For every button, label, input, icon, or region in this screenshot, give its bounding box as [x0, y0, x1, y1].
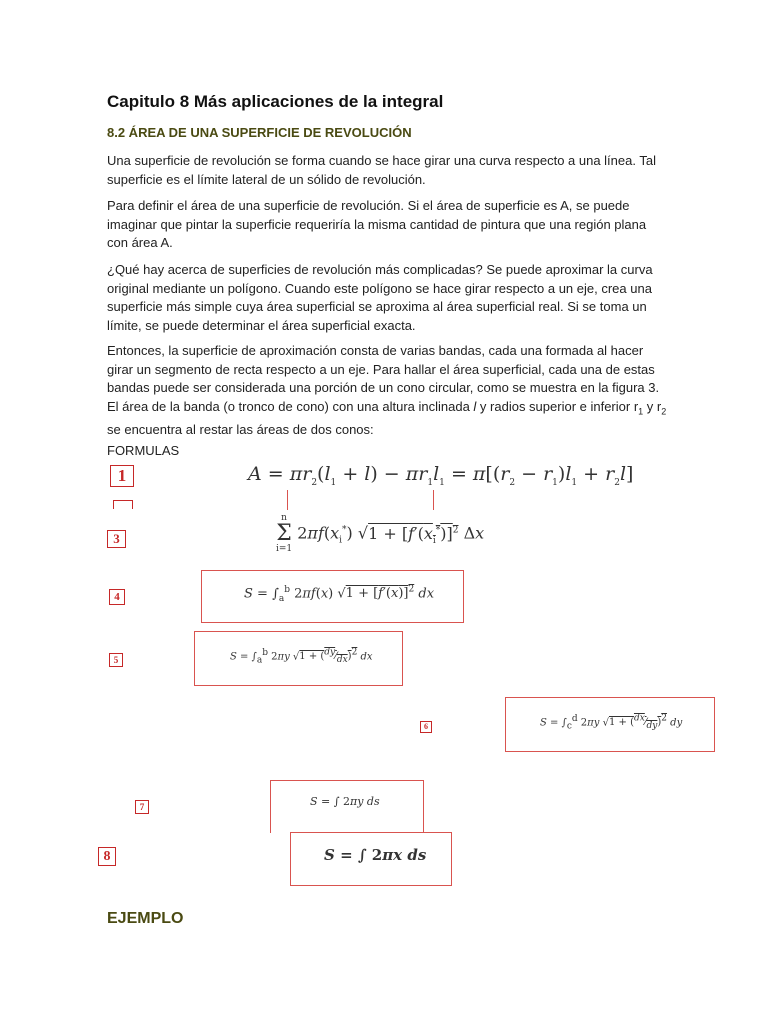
formula-2-box-fragment — [287, 490, 434, 510]
paragraph-4-part-a: Entonces, la superficie de aproximación consta de varias bandas, cada una formada al hacer girar un segmento de recta respecto a un eje. Para hallar el área superficial, cada una de estas bandas puede ser considerada una porción de un cono circular, como se muestra en la figura 3. El área de la banda (o tronco de cono) con una altura inclinada — [107, 343, 660, 414]
paragraph-3: ¿Qué hay acerca de superficies de revolución más complicadas? Se puede aproximar la curva original mediante un polígono. Cuando este polígono se hace girar respecto a un eje, crea una superficie más simple cuya área superficial se aproxima al área superficial real. Si se toma un límite, se puede determinar el área superficial exacta. — [107, 262, 653, 333]
formula-1: $A = \pi r_2(l_1 + l) - \pi r_1l_1 = \pi[(r_2 - r_1)l_1 + r_2l]$ — [248, 463, 634, 488]
page-title: Capitulo 8 Más aplicaciones de la integral — [107, 92, 444, 111]
formula-5: $S = \int_a^b$ 2πy $√1 + (^{dy}⁄_{dx})^2$ dx — [230, 648, 373, 666]
paragraph-4-part-b: y radios superior e inferior r — [476, 398, 639, 414]
formula-number-6: 6 — [420, 721, 432, 733]
paragraph-4-part-c: y r — [643, 398, 662, 414]
paragraph-1: Una superficie de revolución se forma cuando se hace girar una curva respecto a una línea. Tal superficie es el límite lateral de un sólido de revolución. — [107, 153, 656, 187]
paragraph-4-italic-l: l — [473, 398, 477, 414]
formula-number-5: 5 — [109, 653, 123, 667]
formula-7: S = ∫ 2πy ds — [310, 795, 380, 808]
formulas-label: FORMULAS — [107, 443, 180, 458]
formula-number-3: 3 — [107, 530, 126, 548]
formula-4: $S = \int_a^b$ 2πf(x) $√1 + [f'(x)]^2$ dx — [244, 585, 435, 604]
formula-number-2-fragment — [113, 500, 133, 509]
formula-number-7: 7 — [135, 800, 149, 814]
paragraph-4-sub-1: 1 — [638, 406, 644, 417]
formula-3: n Σ i=1 $2\pi f(x_i^*) √1 + [f'(x_i^*)]^2$ Δx — [276, 513, 485, 554]
paragraph-4 — [107, 342, 667, 439]
example-heading: EJEMPLO — [107, 910, 184, 927]
paragraph-4-part-d: se encuentra al restar las áreas de dos conos: — [107, 421, 374, 437]
formula-number-8: 8 — [98, 847, 116, 866]
formula-number-4: 4 — [109, 589, 125, 605]
formula-number-1: 1 — [110, 465, 134, 487]
formula-6: $S = \int_c^d$ 2πy $√1 + (^{dx}⁄_{dy})^2$ dy — [540, 714, 683, 732]
paragraph-4-sub-2: 2 — [661, 406, 667, 417]
formula-8: S = ∫ 2πx ds — [324, 846, 427, 864]
section-heading: 8.2 ÁREA DE UNA SUPERFICIE DE REVOLUCIÓN — [107, 125, 412, 140]
paragraph-2: Para definir el área de una superficie de revolución. Si el área de superficie es A, se puede imaginar que pintar la superficie requeriría la misma cantidad de pintura que una región plana con área A. — [107, 198, 647, 250]
